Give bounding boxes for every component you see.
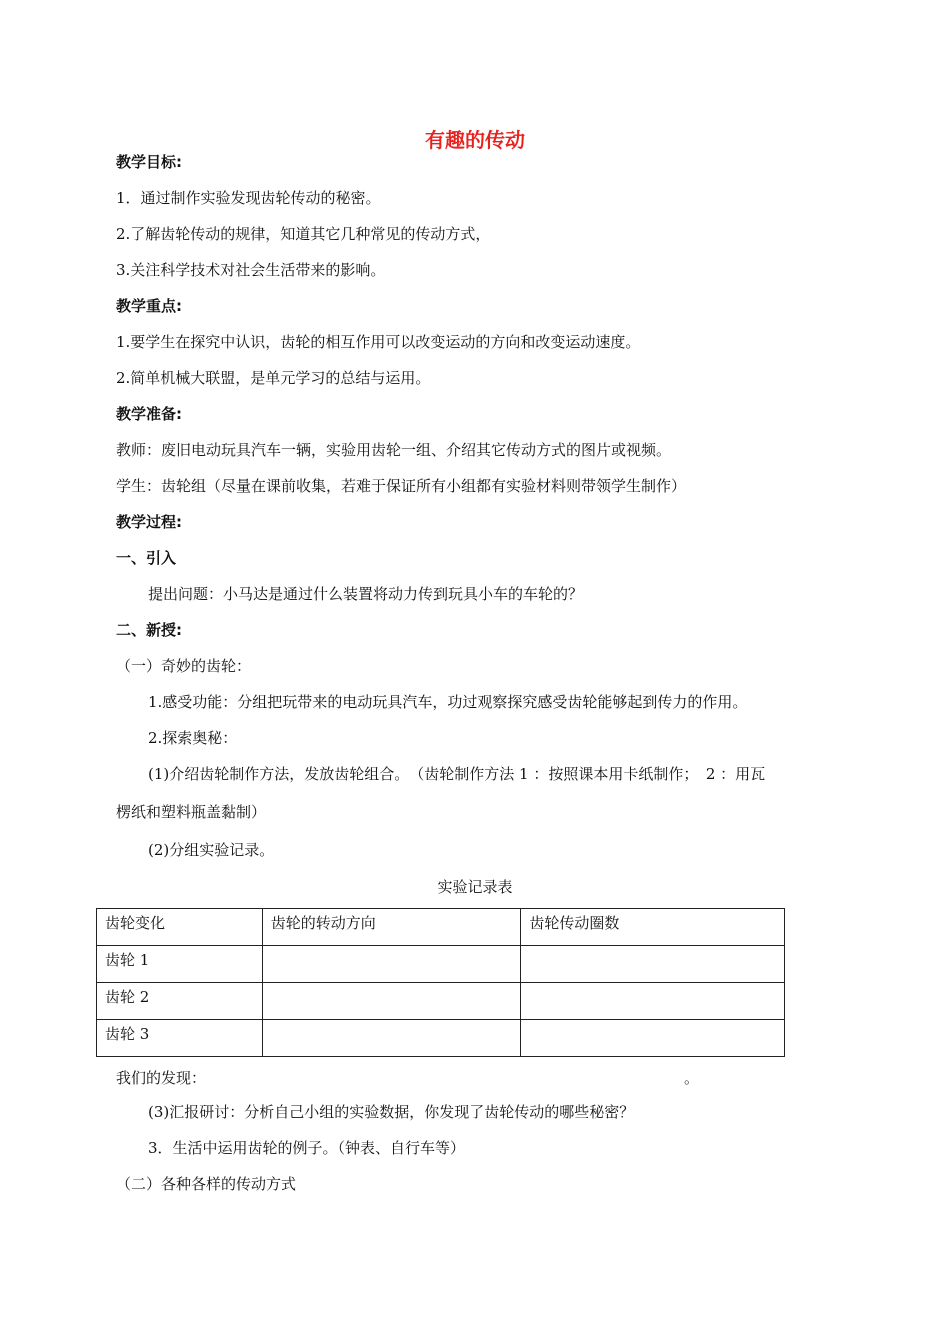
table-header-row xyxy=(97,909,785,946)
table-row xyxy=(97,946,785,983)
prep-student: 学生：齿轮组（尽量在课前收集，若难于保证所有小组都有实验材料则带领学生制作） xyxy=(116,477,687,495)
step-2-1-cont: 楞纸和塑料瓶盖黏制） xyxy=(116,803,267,821)
table-cell xyxy=(521,1020,785,1057)
focus-heading: 教学重点: xyxy=(116,297,182,315)
table-cell xyxy=(521,946,785,983)
prep-heading: 教学准备: xyxy=(116,405,182,423)
goals-heading: 教学目标: xyxy=(116,153,182,171)
new-heading: 二、新授: xyxy=(116,621,182,639)
step-2: 2.探索奥秘： xyxy=(148,729,238,747)
table-cell: 齿轮 2 xyxy=(97,983,263,1020)
step-2-2: (2)分组实验记录。 xyxy=(148,841,275,859)
table-cell xyxy=(262,983,521,1020)
intro-heading: 一、引入 xyxy=(116,549,177,567)
table-cell: 齿轮 3 xyxy=(97,1020,263,1057)
subsection-1: （一）奇妙的齿轮： xyxy=(116,657,252,675)
focus-1: 1.要学生在探究中认识，齿轮的相互作用可以改变运动的方向和改变运动速度。 xyxy=(116,333,641,351)
table-caption: 实验记录表 xyxy=(437,878,513,896)
table-row xyxy=(97,1020,785,1057)
step-1: 1.感受功能：分组把玩带来的电动玩具汽车，功过观察探究感受齿轮能够起到传力的作用。 xyxy=(148,693,748,711)
table-cell xyxy=(262,946,521,983)
step-2-1: (1)介绍齿轮制作方法，发放齿轮组合。 （齿轮制作方法 1 ：按照课本用卡纸制作； 2 ：用瓦 xyxy=(148,765,766,783)
page-title: 有趣的传动 xyxy=(425,128,525,152)
table-cell xyxy=(521,983,785,1020)
step-3: 3．生活中运用齿轮的例子。（钟表、自行车等） xyxy=(148,1139,466,1157)
goal-3: 3.关注科学技术对社会生活带来的影响。 xyxy=(116,261,386,279)
table-header-cell: 齿轮传动圈数 xyxy=(521,909,785,946)
process-heading: 教学过程: xyxy=(116,513,182,531)
table-header-cell: 齿轮变化 xyxy=(97,909,263,946)
step-2-3: (3)汇报研讨：分析自己小组的实验数据，你发现了齿轮传动的哪些秘密？ xyxy=(148,1103,635,1121)
table-row xyxy=(97,983,785,1020)
goal-2: 2.了解齿轮传动的规律，知道其它几种常见的传动方式， xyxy=(116,225,491,243)
discovery-label: 我们的发现： xyxy=(116,1069,207,1087)
intro-text: 提出问题：小马达是通过什么装置将动力传到玩具小车的车轮的？ xyxy=(148,585,584,603)
goal-1: 1．通过制作实验发现齿轮传动的秘密。 xyxy=(116,189,381,207)
table-cell: 齿轮 1 xyxy=(97,946,263,983)
table-header-cell: 齿轮的转动方向 xyxy=(262,909,521,946)
table-cell xyxy=(262,1020,521,1057)
focus-2: 2.简单机械大联盟，是单元学习的总结与运用。 xyxy=(116,369,431,387)
subsection-2: （二）各种各样的传动方式 xyxy=(116,1175,297,1193)
discovery-end: 。 xyxy=(684,1069,700,1087)
prep-teacher: 教师：废旧电动玩具汽车一辆，实验用齿轮一组、介绍其它传动方式的图片或视频。 xyxy=(116,441,672,459)
record-table xyxy=(96,908,785,1057)
